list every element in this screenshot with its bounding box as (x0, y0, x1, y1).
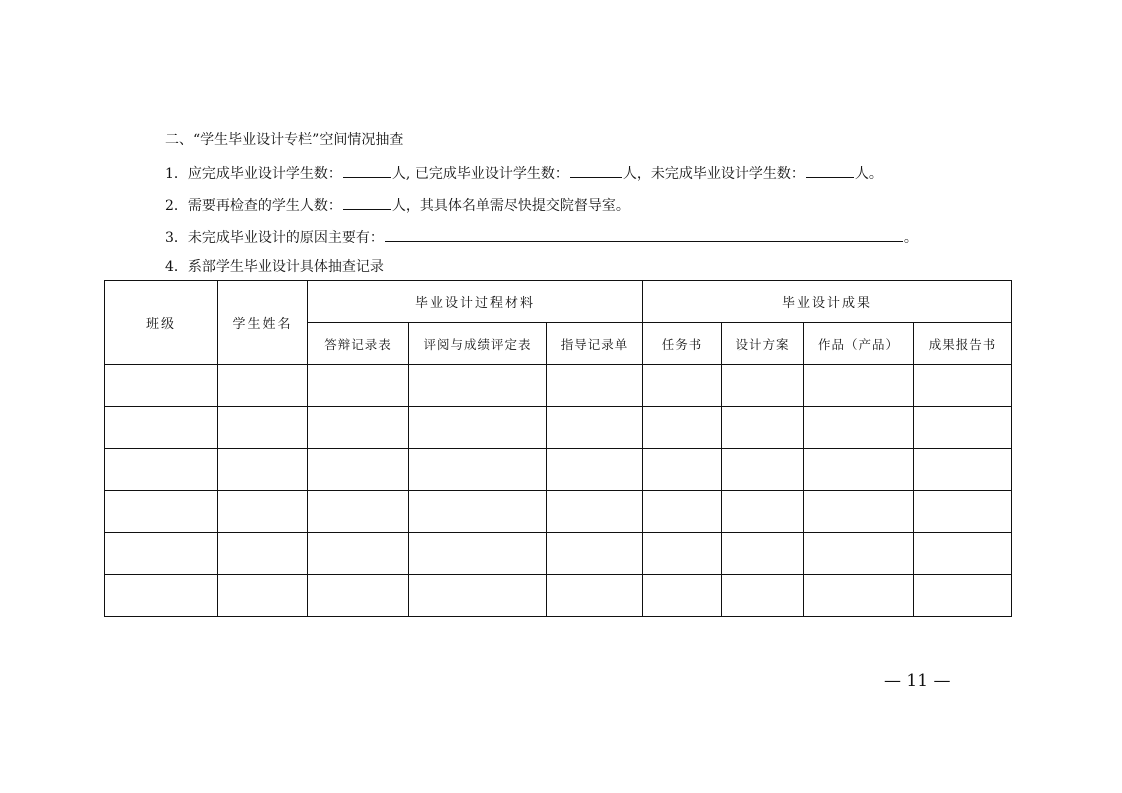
table-cell[interactable] (409, 533, 547, 575)
table-cell[interactable] (914, 575, 1012, 617)
table-cell[interactable] (643, 491, 722, 533)
table-cell[interactable] (643, 407, 722, 449)
table-cell[interactable] (722, 575, 804, 617)
header-review-grading: 评阅与成绩评定表 (409, 323, 547, 365)
table-cell[interactable] (914, 365, 1012, 407)
item-2-label-b: 人，其具体名单需尽快提交院督导室。 (391, 198, 630, 214)
item-1-label-b: 人, 已完成毕业设计学生数： (391, 166, 569, 182)
table-cell[interactable] (804, 575, 914, 617)
item-3 (165, 226, 918, 248)
item-2-label-a: 2．需要再检查的学生人数： (165, 198, 342, 214)
table-cell[interactable] (547, 491, 643, 533)
table-cell[interactable] (547, 575, 643, 617)
table-cell[interactable] (308, 407, 409, 449)
table-cell[interactable] (722, 533, 804, 575)
table-cell[interactable] (105, 491, 218, 533)
item-1-label-c: 人，未完成毕业设计学生数： (622, 166, 805, 182)
table-cell[interactable] (409, 365, 547, 407)
table-cell[interactable] (643, 449, 722, 491)
table-cell[interactable] (547, 407, 643, 449)
blank-should-complete[interactable] (343, 162, 391, 178)
table-cell[interactable] (914, 491, 1012, 533)
header-guidance-record: 指导记录单 (547, 323, 643, 365)
item-3-label-b: 。 (903, 230, 918, 246)
table-cell[interactable] (308, 365, 409, 407)
table-cell[interactable] (218, 365, 308, 407)
table-cell[interactable] (804, 365, 914, 407)
blank-recheck-count[interactable] (343, 194, 391, 210)
table-cell[interactable] (547, 449, 643, 491)
table-cell[interactable] (722, 491, 804, 533)
table-cell[interactable] (914, 407, 1012, 449)
header-process-materials: 毕业设计过程材料 (308, 281, 643, 323)
header-student-name: 学生姓名 (218, 281, 308, 365)
table-cell[interactable] (218, 533, 308, 575)
inspection-record-table (104, 280, 1012, 617)
table-cell[interactable] (105, 407, 218, 449)
table-cell[interactable] (722, 407, 804, 449)
table-cell[interactable] (308, 575, 409, 617)
table-cell[interactable] (914, 533, 1012, 575)
table-cell[interactable] (722, 449, 804, 491)
table-cell[interactable] (409, 491, 547, 533)
table-cell[interactable] (105, 575, 218, 617)
blank-not-completed[interactable] (806, 162, 854, 178)
table-cell[interactable] (804, 533, 914, 575)
table-cell[interactable] (643, 365, 722, 407)
table-cell[interactable] (409, 449, 547, 491)
table-body (105, 365, 1012, 617)
table-cell[interactable] (547, 365, 643, 407)
table-row (105, 449, 1012, 491)
table-cell[interactable] (804, 407, 914, 449)
section-title: 二、“学生毕业设计专栏”空间情况抽查 (165, 132, 404, 148)
header-result-report: 成果报告书 (914, 323, 1012, 365)
header-task-book: 任务书 (643, 323, 722, 365)
table-cell[interactable] (218, 407, 308, 449)
blank-completed[interactable] (570, 162, 622, 178)
table-cell[interactable] (914, 449, 1012, 491)
header-design-results: 毕业设计成果 (643, 281, 1012, 323)
table-row (105, 491, 1012, 533)
blank-reasons[interactable] (385, 226, 903, 242)
table-cell[interactable] (218, 575, 308, 617)
table-row (105, 533, 1012, 575)
table-cell[interactable] (105, 449, 218, 491)
page-number: — 11 — (884, 671, 951, 691)
table-cell[interactable] (218, 449, 308, 491)
item-3-label-a: 3．未完成毕业设计的原因主要有： (165, 230, 384, 246)
item-2 (165, 194, 630, 216)
table-cell[interactable] (218, 491, 308, 533)
table-cell[interactable] (105, 365, 218, 407)
table-cell[interactable] (643, 575, 722, 617)
item-1-label-a: 1．应完成毕业设计学生数： (165, 166, 342, 182)
table-cell[interactable] (308, 491, 409, 533)
table-cell[interactable] (643, 533, 722, 575)
table-cell[interactable] (308, 533, 409, 575)
table-row (105, 407, 1012, 449)
header-defense-record: 答辩记录表 (308, 323, 409, 365)
table-cell[interactable] (547, 533, 643, 575)
header-work-product: 作品（产品） (804, 323, 914, 365)
table-cell[interactable] (409, 575, 547, 617)
table-cell[interactable] (409, 407, 547, 449)
item-1 (165, 162, 883, 184)
table-row (105, 575, 1012, 617)
item-4: 4．系部学生毕业设计具体抽查记录 (165, 259, 384, 275)
item-1-label-d: 人。 (854, 166, 883, 182)
table-cell[interactable] (105, 533, 218, 575)
table-row (105, 365, 1012, 407)
table-cell[interactable] (308, 449, 409, 491)
table-cell[interactable] (722, 365, 804, 407)
header-design-plan: 设计方案 (722, 323, 804, 365)
table-cell[interactable] (804, 449, 914, 491)
table-cell[interactable] (804, 491, 914, 533)
header-class: 班级 (105, 281, 218, 365)
